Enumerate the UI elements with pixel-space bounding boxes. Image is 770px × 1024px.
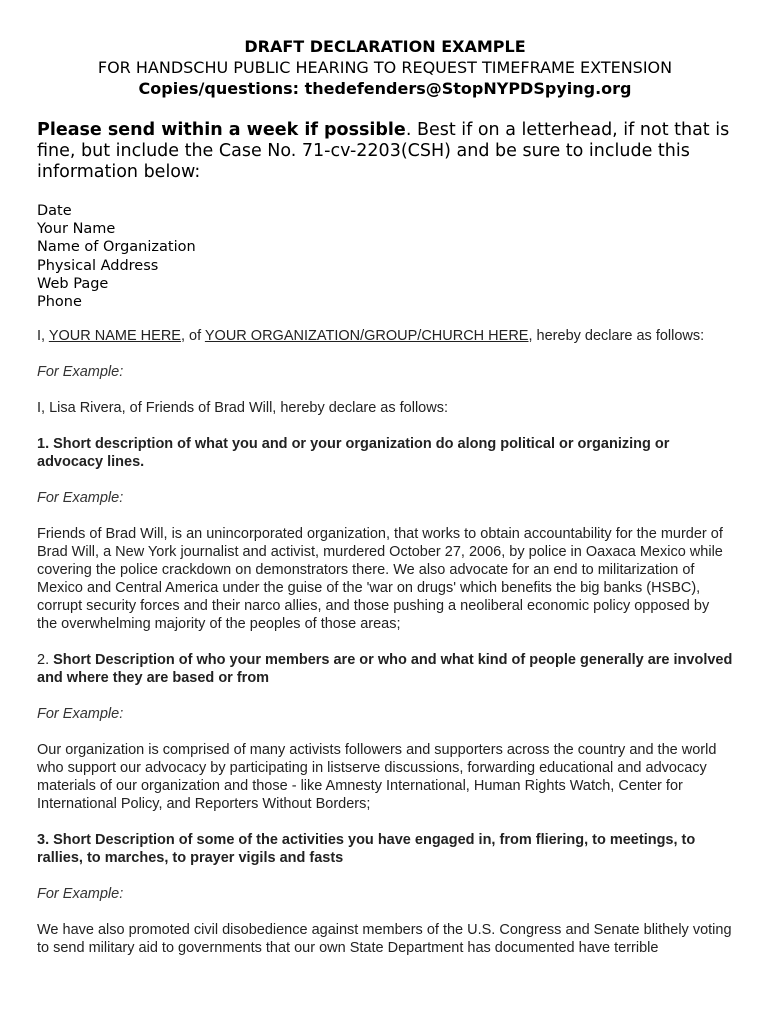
for-example-label: For Example: bbox=[37, 490, 124, 507]
required-info-list bbox=[37, 202, 733, 311]
section-2-number: 2. bbox=[37, 652, 54, 669]
declaration-prefix: I, bbox=[37, 328, 49, 345]
intro-emphasis: Please send within a week if possible bbox=[37, 120, 406, 140]
for-example-label: For Example: bbox=[37, 886, 124, 903]
document-title: DRAFT DECLARATION EXAMPLE bbox=[244, 37, 526, 56]
intro-paragraph bbox=[37, 120, 733, 183]
organization-placeholder: YOUR ORGANIZATION/GROUP/CHURCH HERE bbox=[204, 328, 529, 345]
section-2-heading bbox=[37, 651, 733, 687]
section-1-heading: 1. Short description of what you and or your organization do along political or organizing or advocacy lines. bbox=[37, 436, 670, 471]
info-line-address: Physical Address bbox=[37, 257, 159, 274]
declaration-mid: , of bbox=[180, 328, 205, 345]
for-example-label: For Example: bbox=[37, 364, 124, 381]
info-line-web-page: Web Page bbox=[37, 275, 109, 292]
section-2-example: Our organization is comprised of many activists followers and supporters across the country and the world who support our advocacy by participating in listserve discussions, forwarding educational and advocacy materials of our organization and those - like Amnesty International, Human Rights Watch, Center for International Policy, and Reporters Without Borders; bbox=[37, 742, 717, 813]
section-1-example: Friends of Brad Will, is an unincorporated organization, that works to obtain accountability for the murder of Brad Will, a New York journalist and activist, murdered October 27, 2006, by police in Oaxaca Mexico while covering the police crackdown on demonstrators there. We also advocate for an end to militarization of Mexico and Central America under the guise of the 'war on drugs' which benefits the big banks (HSBC), corrupt security forces and their narco allies, and those pushing a neoliberal economic policy opposed by the overwhelming majority of the peoples of those areas; bbox=[37, 526, 723, 633]
section-3-example: We have also promoted civil disobedience against members of the U.S. Congress and Senate blithely voting to send military aid to governments that our own State Department has documented have terrible bbox=[37, 922, 732, 957]
info-line-phone: Phone bbox=[37, 294, 82, 311]
name-placeholder: YOUR NAME HERE bbox=[48, 328, 181, 345]
for-example-label: For Example: bbox=[37, 706, 124, 723]
intro-text: . Best if on a letterhead, if not that is fine, but include the Case No. 71-cv-2203(CSH) and be sure to include this information below: bbox=[37, 120, 730, 182]
info-line-organization: Name of Organization bbox=[37, 239, 196, 256]
example-declaration: I, Lisa Rivera, of Friends of Brad Will, hereby declare as follows: bbox=[37, 400, 448, 417]
declaration-template-line bbox=[37, 327, 733, 345]
declaration-suffix: , hereby declare as follows: bbox=[528, 328, 705, 345]
section-3-heading: 3. Short Description of some of the activities you have engaged in, from fliering, to meetings, to rallies, to marches, to prayer vigils and fasts bbox=[37, 832, 696, 867]
info-line-name: Your Name bbox=[37, 221, 116, 238]
document-header bbox=[37, 36, 733, 99]
contact-line: Copies/questions: thedefenders@StopNYPDSpying.org bbox=[138, 79, 632, 98]
info-line-date: Date bbox=[37, 203, 72, 219]
document-subtitle: FOR HANDSCHU PUBLIC HEARING TO REQUEST TIMEFRAME EXTENSION bbox=[97, 58, 673, 77]
declaration-body bbox=[37, 327, 733, 957]
section-2-heading-text: Short Description of who your members are or who and what kind of people generally are involved and where they are based or from bbox=[37, 652, 733, 687]
